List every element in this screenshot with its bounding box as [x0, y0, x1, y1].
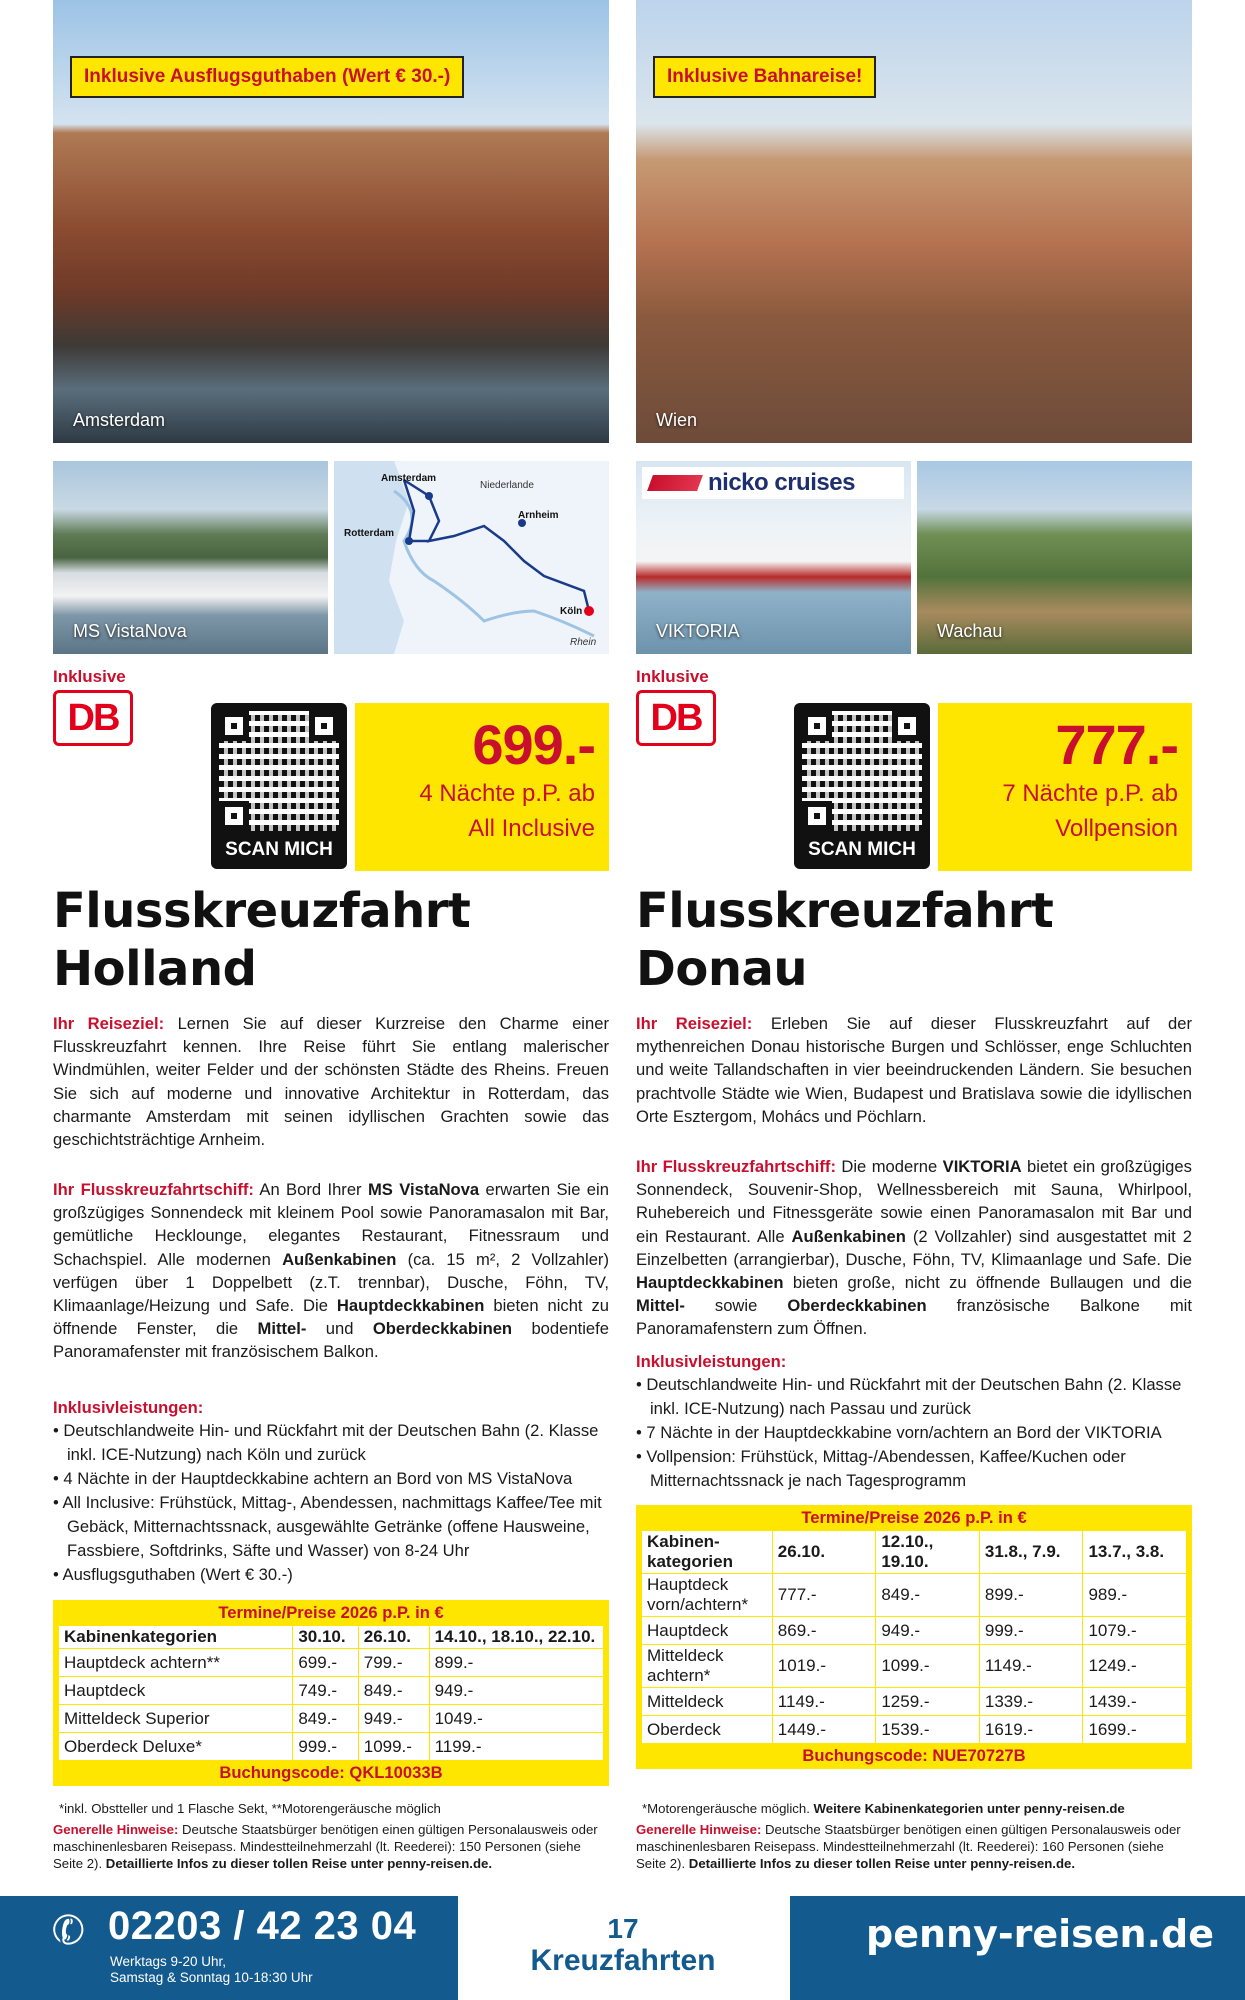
- paragraph-text: Die moderne: [841, 1157, 938, 1176]
- table-row: [642, 1617, 1187, 1645]
- inclusion-item: • 4 Nächte in der Hauptdeckkabine achtern an Bord von MS VistaNova: [53, 1467, 609, 1491]
- page-info: [458, 1896, 788, 2000]
- map-label: Köln: [560, 606, 583, 617]
- price-cell: 1079.-: [1083, 1617, 1187, 1645]
- price-cell: 1249.-: [1083, 1645, 1187, 1688]
- column-header: 14.10., 18.10., 22.10.: [429, 1626, 603, 1649]
- paragraph-text: (2 Vollzahler) sind ausgestattet mit 2 Einzelbetten (arrangierbar), Dusche, Föhn, TV, Klimaanlage und Safe. Die: [636, 1226, 1192, 1269]
- booking-code: Buchungscode: QKL10033B: [219, 1763, 443, 1782]
- table-heading: Termine/Preise 2026 p.P. in €: [218, 1603, 444, 1622]
- table-row: [642, 1716, 1187, 1744]
- inclusions: [53, 1396, 609, 1587]
- section-label: Inklusivleistungen:: [636, 1352, 787, 1371]
- column-header: 26.10.: [358, 1626, 429, 1649]
- bold-term: Außenkabinen: [282, 1249, 397, 1269]
- price-cell: 899.-: [429, 1649, 603, 1677]
- cabin-category-cell: Mitteldeck achtern*: [642, 1645, 773, 1688]
- price-cell: 749.-: [293, 1677, 358, 1705]
- price-cell: 799.-: [358, 1649, 429, 1677]
- price-cell: 849.-: [293, 1705, 358, 1733]
- hotline-box[interactable]: [0, 1896, 458, 2000]
- inclusions: [636, 1350, 1192, 1493]
- inclusion-item: • Vollpension: Frühstück, Mittag-/Abendessen, Kaffee/Kuchen oder Mitternachtssnack je nach Tagesprogramm: [636, 1445, 1192, 1493]
- price-cell: 1339.-: [979, 1688, 1083, 1716]
- hours-line: Samstag & Sonntag 10-18:30 Uhr: [110, 1970, 313, 1985]
- column-header: 13.7., 3.8.: [1083, 1531, 1187, 1574]
- price-cell: 1539.-: [876, 1716, 980, 1744]
- inklusive-label: Inklusive: [636, 667, 709, 686]
- cabin-category-cell: Mitteldeck: [642, 1688, 773, 1716]
- map-label: Niederlande: [480, 480, 534, 491]
- column-header: Kabinen-kategorien: [642, 1531, 773, 1574]
- price-cell: 1019.-: [772, 1645, 876, 1688]
- bold-term: Mittel-: [257, 1319, 307, 1339]
- photo-ship-vistanova: [53, 461, 328, 654]
- general-notes: [53, 1821, 609, 1872]
- table-row: [642, 1574, 1187, 1617]
- cabin-category-cell: Hauptdeck vorn/achtern*: [642, 1574, 773, 1617]
- cabin-category-cell: Hauptdeck achtern**: [59, 1649, 293, 1677]
- photo-caption: MS VistaNova: [73, 621, 187, 641]
- notes-text: Deutsche Staatsbürger benötigen einen gültigen Personalausweis oder maschinenlesbaren Reisepass. Mindestteilnehmerzahl (lt. Reederei): 160 Personen (siehe Seite 2).: [636, 1822, 1181, 1871]
- price-table: [53, 1600, 609, 1786]
- price-cell: 989.-: [1083, 1574, 1187, 1617]
- map-label: Amsterdam: [381, 473, 437, 484]
- footnote-link-text: Weitere Kabinenkategorien unter penny-reisen.de: [813, 1801, 1125, 1816]
- price-cell: 1099.-: [876, 1645, 980, 1688]
- price-cell: 1149.-: [979, 1645, 1083, 1688]
- photo-wien: [636, 0, 1192, 443]
- notes-link-text: Detaillierte Infos zu dieser tollen Reise unter penny-reisen.de.: [105, 1856, 493, 1871]
- paragraph-text: bietet ein großzügiges Sonnendeck, Souvenir-Shop, Wellnessbereich mit Sauna, Whirlpool, Ruhebereich und Fitnessgeräte sowie einen Panoramasalon mit Bar und ein Restaurant. Alle: [636, 1157, 1192, 1246]
- opening-hours: [110, 1954, 313, 1986]
- price-cell: 849.-: [876, 1574, 980, 1617]
- price-nights: 7 Nächte p.P. ab: [1002, 780, 1178, 807]
- table-row: [59, 1733, 604, 1761]
- inclusion-item: • All Inclusive: Frühstück, Mittag-, Abendessen, nachmittags Kaffee/Tee mit Gebäck, Mitternachtssnack, ausgewählte Getränke (offene Hausweine, Fassbiere, Softdrinks, Säfte und Wasser) von 8-24 Uhr: [53, 1491, 609, 1563]
- price-cell: 1449.-: [772, 1716, 876, 1744]
- price-cell: 1619.-: [979, 1716, 1083, 1744]
- cabin-category-cell: Hauptdeck: [59, 1677, 293, 1705]
- bold-term: Oberdeckkabinen: [372, 1319, 513, 1339]
- inclusion-item: • Ausflugsguthaben (Wert € 30.-): [53, 1563, 609, 1587]
- inclusion-item: • 7 Nächte in der Hauptdeckkabine vorn/achtern an Bord der VIKTORIA: [636, 1421, 1192, 1445]
- photo-amsterdam: [53, 0, 609, 443]
- route-map: [334, 461, 609, 654]
- rail-travel-badge: Inklusive Bahnareise!: [653, 56, 876, 98]
- ship-name: VIKTORIA: [942, 1157, 1022, 1176]
- paragraph-text: bodentiefe Panoramafenster mit französischem Balkon.: [53, 1319, 609, 1362]
- price: 777.-: [1055, 713, 1178, 776]
- website-box[interactable]: [790, 1896, 1245, 2000]
- map-label: Rotterdam: [344, 528, 395, 539]
- price-cell: 699.-: [293, 1649, 358, 1677]
- scan-label: SCAN MICH: [808, 839, 916, 860]
- inclusion-item: • Deutschlandweite Hin- und Rückfahrt mit der Deutschen Bahn (2. Klasse inkl. ICE-Nutzung) nach Passau und zurück: [636, 1373, 1192, 1421]
- cabin-category-cell: Oberdeck Deluxe*: [59, 1733, 293, 1761]
- bold-term: Mittel-: [636, 1296, 685, 1316]
- paragraph-text: bieten große, nicht zu öffnende Bullaugen und die: [792, 1273, 1192, 1293]
- paragraph-text: und: [325, 1319, 354, 1339]
- column-header: 30.10.: [293, 1626, 358, 1649]
- table-header-row: [59, 1626, 604, 1649]
- table-row: [59, 1677, 604, 1705]
- section-label: Ihr Flusskreuzfahrtschiff:: [53, 1180, 254, 1199]
- notes-text: Deutsche Staatsbürger benötigen einen gültigen Personalausweis oder maschinenlesbaren Reisepass. Mindestteilnehmerzahl (lt. Reederei): 150 Personen (siehe Seite 2).: [53, 1822, 598, 1871]
- cabin-category-cell: Oberdeck: [642, 1716, 773, 1744]
- inclusions-list: [53, 1419, 609, 1587]
- section-label: Ihr Reiseziel:: [53, 1014, 165, 1033]
- title-line: Holland: [53, 941, 257, 997]
- table-row: [59, 1649, 604, 1677]
- bold-term: Hauptdeckkabinen: [336, 1296, 485, 1316]
- price-cell: 869.-: [772, 1617, 876, 1645]
- bold-term: Hauptdeckkabinen: [636, 1273, 784, 1293]
- price-cell: 849.-: [358, 1677, 429, 1705]
- table-heading: Termine/Preise 2026 p.P. in €: [801, 1508, 1027, 1527]
- table-row: [59, 1705, 604, 1733]
- price-board: Vollpension: [1055, 814, 1178, 842]
- cabin-category-cell: Hauptdeck: [642, 1617, 773, 1645]
- price-box: [938, 703, 1192, 871]
- table-row: [642, 1688, 1187, 1716]
- paragraph-text: erwarten Sie ein großzügiges Sonnendeck mit kleinem Pool sowie Panoramasalon mit Bar, gemütliche Hecklounge, elegantes Restaurant, Fitnessraum und Schachspiel. Alle modernen: [53, 1180, 609, 1269]
- footnote: *inkl. Obstteller und 1 Flasche Sekt, **Motorengeräusche möglich: [59, 1801, 441, 1816]
- section-label: Inklusivleistungen:: [53, 1398, 204, 1417]
- inclusion-item: • Deutschlandweite Hin- und Rückfahrt mit der Deutschen Bahn (2. Klasse inkl. ICE-Nutzung) nach Köln und zurück: [53, 1419, 609, 1467]
- price-cell: 1049.-: [429, 1705, 603, 1733]
- bold-term: Außenkabinen: [791, 1226, 906, 1246]
- db-logo: DB: [636, 690, 716, 746]
- paragraph-text: An Bord Ihrer: [259, 1180, 362, 1199]
- cabin-category-cell: Mitteldeck Superior: [59, 1705, 293, 1733]
- price-table-grid: [641, 1530, 1187, 1744]
- hours-line: Werktags 9-20 Uhr,: [110, 1954, 227, 1969]
- paragraph-text: sowie: [714, 1296, 758, 1316]
- map-label: Rhein: [570, 637, 597, 648]
- photo-caption: Amsterdam: [73, 410, 166, 430]
- db-logo: DB: [53, 690, 133, 746]
- bold-term: Oberdeckkabinen: [787, 1296, 927, 1316]
- price-cell: 1699.-: [1083, 1716, 1187, 1744]
- price-cell: 1199.-: [429, 1733, 603, 1761]
- qr-pattern: [802, 711, 922, 831]
- booking-code: Buchungscode: NUE70727B: [802, 1746, 1026, 1765]
- price-box: [355, 703, 609, 871]
- phone-number[interactable]: 02203 / 42 23 04: [108, 1904, 417, 1948]
- price-cell: 1149.-: [772, 1688, 876, 1716]
- ship-name: MS VistaNova: [367, 1180, 480, 1199]
- offer-title: [53, 882, 470, 998]
- price-table-grid: [58, 1625, 604, 1761]
- destination-paragraph: [636, 1012, 1192, 1128]
- notes-link-text: Detaillierte Infos zu dieser tollen Reise unter penny-reisen.de.: [688, 1856, 1076, 1871]
- photo-caption: VIKTORIA: [656, 621, 740, 641]
- qr-pattern: [219, 711, 339, 831]
- price: 699.-: [472, 713, 595, 776]
- qr-code[interactable]: [211, 703, 347, 869]
- phone-icon: ✆: [46, 1905, 91, 1957]
- paragraph-text: bieten nicht zu öffnende Fenster, die: [53, 1296, 609, 1339]
- price-cell: 899.-: [979, 1574, 1083, 1617]
- logo-stripe: [647, 475, 703, 491]
- photo-wachau: [917, 461, 1192, 654]
- title-line: Donau: [636, 941, 808, 997]
- price-table: [636, 1505, 1192, 1769]
- logo-text: nicko cruises: [708, 469, 855, 496]
- price-cell: 777.-: [772, 1574, 876, 1617]
- price-cell: 1099.-: [358, 1733, 429, 1761]
- price-cell: 949.-: [358, 1705, 429, 1733]
- footnote-text: *Motorengeräusche möglich.: [642, 1801, 810, 1816]
- inclusions-list: [636, 1373, 1192, 1493]
- ship-paragraph: [53, 1178, 609, 1364]
- map-label: Arnheim: [518, 510, 559, 521]
- title-line: Flusskreuzfahrt: [636, 883, 1054, 939]
- page-footer: [0, 1896, 1245, 2000]
- website-link[interactable]: penny-reisen.de: [866, 1912, 1215, 1956]
- section-name: Kreuzfahrten: [530, 1944, 716, 1977]
- qr-code[interactable]: [794, 703, 930, 869]
- paragraph-text: französische Balkone mit Panoramafenstern zum Öffnen.: [636, 1296, 1192, 1339]
- scan-label: SCAN MICH: [225, 839, 333, 860]
- paragraph-text: (ca. 15 m², 2 Vollzahler) verfügen über 1 Doppelbett (z.T. trennbar), Dusche, Föhn, TV, Klimaanlage/Heizung und Safe. Die: [53, 1249, 609, 1316]
- column-header: 12.10., 19.10.: [876, 1531, 980, 1574]
- inklusive-label: Inklusive: [53, 667, 126, 686]
- destination-paragraph: [53, 1012, 609, 1151]
- photo-caption: Wachau: [937, 621, 1003, 641]
- price-cell: 999.-: [979, 1617, 1083, 1645]
- column-header: 31.8., 7.9.: [979, 1531, 1083, 1574]
- photo-ship-viktoria: [636, 461, 911, 654]
- nicko-cruises-logo: [642, 467, 904, 499]
- price-cell: 949.-: [876, 1617, 980, 1645]
- title-line: Flusskreuzfahrt: [53, 883, 471, 939]
- section-label: Ihr Reiseziel:: [636, 1014, 753, 1033]
- notes-label: Generelle Hinweise:: [636, 1822, 762, 1837]
- paragraph-text: Lernen Sie auf dieser Kurzreise den Charme einer Flusskreuzfahrt kennen. Ihre Reise führt Sie entlang malerischer Windmühlen, weiter Felder und der schönsten Städte des Rheins. Freuen Sie sich auf moderne und innovative Architektur in Rotterdam, das charmante Amsterdam mit seinen idyllischen Grachten sowie das geschichtsträchtige Arnheim.: [53, 1014, 609, 1150]
- price-nights: 4 Nächte p.P. ab: [419, 780, 595, 807]
- excursion-credit-badge: Inklusive Ausflugsguthaben (Wert € 30.-): [70, 56, 464, 98]
- footnote: [636, 1800, 1192, 1817]
- ship-paragraph: [636, 1155, 1192, 1341]
- column-header: Kabinenkategorien: [59, 1626, 293, 1649]
- price-cell: 1439.-: [1083, 1688, 1187, 1716]
- price-cell: 949.-: [429, 1677, 603, 1705]
- general-notes: [636, 1821, 1192, 1872]
- photo-caption: Wien: [656, 410, 698, 430]
- price-cell: 1259.-: [876, 1688, 980, 1716]
- table-row: [642, 1645, 1187, 1688]
- price-board: All Inclusive: [468, 814, 595, 842]
- section-label: Ihr Flusskreuzfahrtschiff:: [636, 1157, 836, 1176]
- table-header-row: [642, 1531, 1187, 1574]
- offer-title: [636, 882, 1053, 998]
- price-cell: 999.-: [293, 1733, 358, 1761]
- notes-label: Generelle Hinweise:: [53, 1822, 179, 1837]
- page-number: 17: [607, 1913, 639, 1944]
- paragraph-text: Erleben Sie auf dieser Flusskreuzfahrt auf der mythenreichen Donau historische Burgen und Schlösser, enge Schluchten und weite Tallandschaften in vier beeindruckenden Ländern. Sie besuchen prachtvolle Städte wie Wien, Budapest und Bratislava sowie die idyllischen Orte Esztergom, Mohács und Pöchlarn.: [636, 1014, 1192, 1126]
- column-header: 26.10.: [772, 1531, 876, 1574]
